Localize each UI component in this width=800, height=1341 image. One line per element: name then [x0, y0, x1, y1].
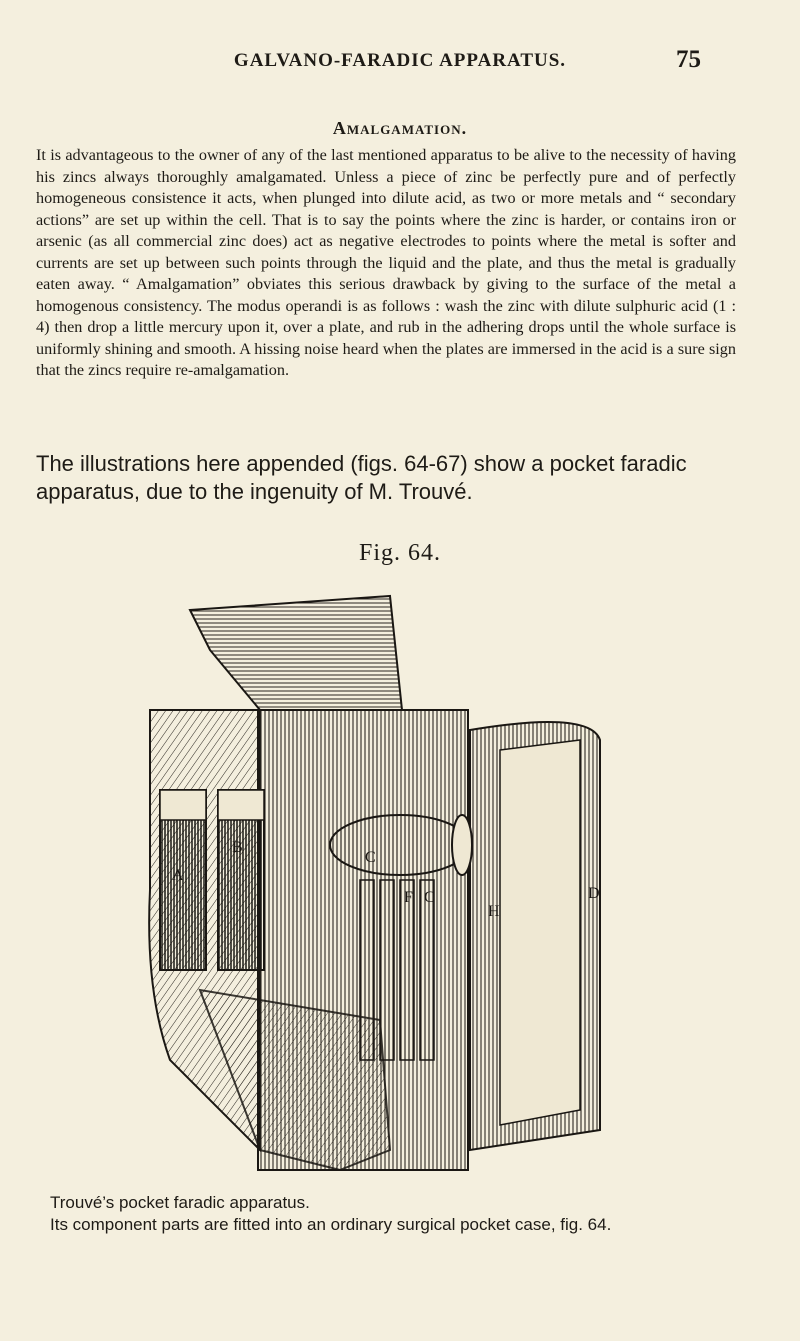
- part-label-h: H: [488, 903, 500, 920]
- caption-line-2: Its component parts are fitted into an ordinary surgical pocket case, fig. 64.: [50, 1215, 612, 1234]
- section-heading: Amalgamation.: [332, 118, 468, 138]
- figure-caption: [50, 1192, 750, 1236]
- running-head: GALVANO-FARADIC APPARATUS.: [233, 50, 567, 71]
- case-top-flap: [190, 596, 402, 710]
- caption-line-1: Trouvé’s pocket faradic apparatus.: [50, 1193, 310, 1212]
- electrode-2: [380, 880, 394, 1060]
- intro-paragraph: The illustrations here appended (figs. 64-67) show a pocket faradic apparatus, due to the ingenuity of M. Trouvé.: [36, 451, 687, 504]
- electrode-3: [400, 880, 414, 1060]
- part-label-f: F: [404, 889, 413, 906]
- figure-label: Fig. 64.: [358, 540, 441, 566]
- amalgamation-paragraph: It is advantageous to the owner of any of the last mentioned apparatus to be alive to the necessity of having his zincs always thoroughly amalgamated. Unless a piece of zinc be perfectly pure and of perfectly homogeneous consistence it acts, when plunged into dilute acid, as two or more metals and “ secondary actions” are set up within the cell. That is to say the points where the zinc is harder, or contains iron or arsenic (as all commercial zinc does) act as negative electrodes to points where the metal is softer and currents are set up between such points through the liquid and the plate, and thus the metal is gradually eaten away. “ Amalgamation” obviates this serious drawback by giving to the surface of the metal a homogenous consistency. The modus operandi is as follows : wash the zinc with dilute sulphuric acid (1 : 4) then drop a little mercury upon it, over a plate, and rub in the adhering drops until the whole surface is uniformly shining and smooth. A hissing noise heard when the plates are immersed in the acid is a sure sign that the zincs require re-amalgamation.: [36, 146, 736, 379]
- induction-coil: [330, 815, 470, 875]
- electrode-4: [420, 880, 434, 1060]
- figure-illustration: [140, 590, 740, 1190]
- page-number: 75: [676, 46, 701, 73]
- part-label-a: A: [172, 867, 184, 884]
- part-label-c-top: C: [365, 849, 376, 866]
- part-label-c: C: [424, 889, 435, 906]
- part-label-b: B: [232, 839, 243, 856]
- electrode-1: [360, 880, 374, 1060]
- part-label-d: D: [588, 885, 600, 902]
